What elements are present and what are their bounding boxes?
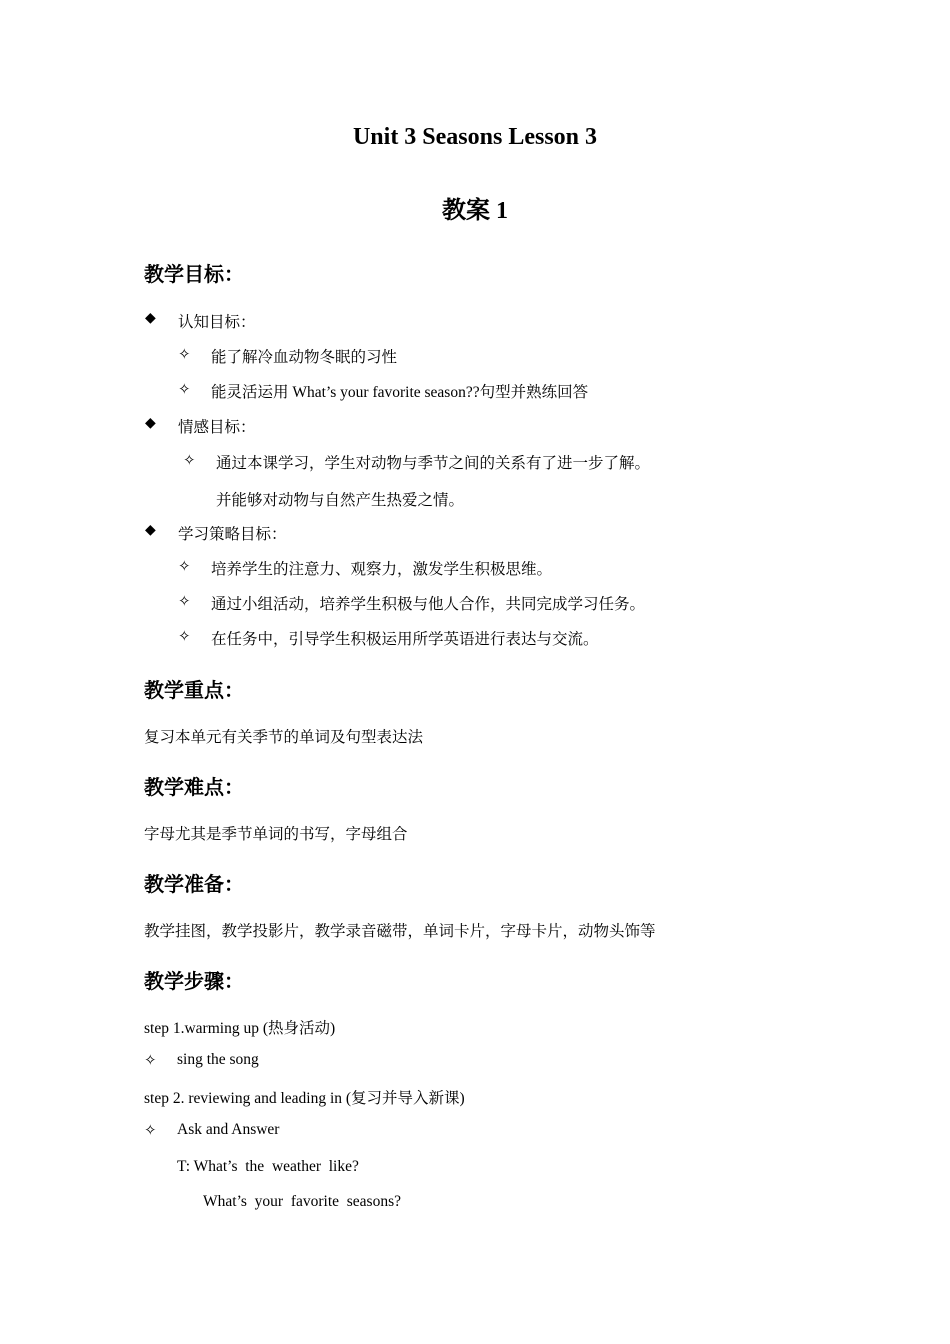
step-1-item: sing the song — [177, 1051, 259, 1068]
key-points-heading: 教学重点： — [144, 680, 244, 702]
hollow-bullet-icon: ✧ — [178, 594, 191, 610]
solid-bullet-icon: ◆ — [145, 311, 156, 326]
document-subtitle: 教案 1 — [442, 198, 508, 224]
objectives-heading: 教学目标： — [144, 264, 244, 286]
dialogue-line: T: What’s the weather like? — [177, 1158, 359, 1175]
document-title: Unit 3 Seasons Lesson 3 — [352, 124, 598, 150]
solid-bullet-icon: ◆ — [145, 523, 156, 538]
cognitive-item: 能灵活运用 What’s your favorite season??句型并熟练回答 — [211, 384, 589, 401]
hollow-bullet-icon: ✧ — [178, 347, 191, 363]
cognitive-item: 能了解冷血动物冬眠的习性 — [211, 349, 398, 366]
affective-item-continued: 并能够对动物与自然产生热爱之情。 — [216, 492, 465, 509]
dialogue-line: What’s your favorite seasons? — [203, 1193, 401, 1210]
steps-heading: 教学步骤： — [144, 971, 244, 993]
hollow-bullet-icon: ✧ — [144, 1053, 157, 1069]
strategy-item: 在任务中，引导学生积极运用所学英语进行表达与交流。 — [211, 631, 599, 648]
solid-bullet-icon: ◆ — [145, 416, 156, 431]
difficulties-heading: 教学难点： — [144, 777, 244, 799]
step-1: step 1.warming up (热身活动) — [144, 1020, 336, 1037]
affective-label: 情感目标： — [178, 419, 256, 436]
step-2: step 2. reviewing and leading in (复习并导入新课) — [144, 1090, 465, 1107]
strategy-item: 培养学生的注意力、观察力，激发学生积极思维。 — [211, 561, 553, 578]
key-points-text: 复习本单元有关季节的单词及句型表达法 — [144, 729, 424, 746]
hollow-bullet-icon: ✧ — [183, 453, 196, 469]
hollow-bullet-icon: ✧ — [178, 629, 191, 645]
preparation-heading: 教学准备： — [144, 874, 244, 896]
cognitive-label: 认知目标： — [178, 314, 256, 331]
hollow-bullet-icon: ✧ — [178, 382, 191, 398]
step-2-item: Ask and Answer — [177, 1121, 280, 1138]
hollow-bullet-icon: ✧ — [144, 1123, 157, 1139]
difficulties-text: 字母尤其是季节单词的书写，字母组合 — [144, 826, 408, 843]
strategy-item: 通过小组活动，培养学生积极与他人合作，共同完成学习任务。 — [211, 596, 646, 613]
strategy-label: 学习策略目标： — [178, 526, 287, 543]
affective-item: 通过本课学习，学生对动物与季节之间的关系有了进一步了解。 — [216, 455, 651, 472]
preparation-text: 教学挂图，教学投影片，教学录音磁带，单词卡片，字母卡片，动物头饰等 — [144, 923, 656, 940]
hollow-bullet-icon: ✧ — [178, 559, 191, 575]
